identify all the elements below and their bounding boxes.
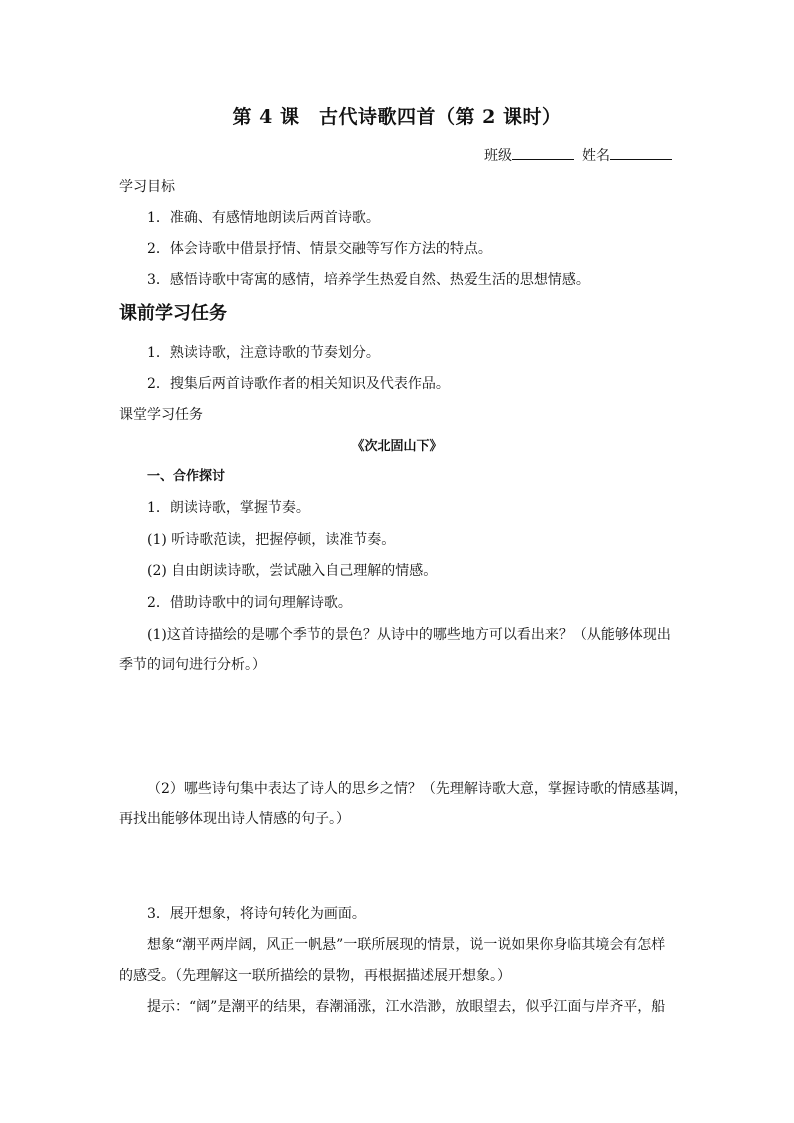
objectives-heading: 学习目标 — [119, 179, 175, 195]
imagine-line1: 想象“潮平两岸阔，风正一帆悬”一联所展现的情景，说一说如果你身临其境会有怎样 — [147, 937, 666, 953]
task-1-sub: (1) 听诗歌范读，把握停顿，读准节奏。 — [147, 532, 396, 548]
pre-class-heading: 课前学习任务 — [119, 303, 227, 324]
page-title: 第 4 课 古代诗歌四首（第 2 课时） — [232, 106, 562, 128]
task-1-sub: (2) 自由朗读诗歌，尝试融入自己理解的情感。 — [147, 563, 438, 579]
question-1-line1: (1)这首诗描绘的是哪个季节的景色？从诗中的哪些地方可以看出来？（从能够体现出 — [147, 627, 671, 643]
task-3: 3．展开想象，将诗句转化为画面。 — [147, 906, 366, 922]
objective-item: 2．体会诗歌中借景抒情、情景交融等写作方法的特点。 — [147, 241, 492, 257]
objective-item: 3．感悟诗歌中寄寓的感情，培养学生热爱自然、热爱生活的思想情感。 — [147, 272, 590, 288]
question-2-line1: （2）哪些诗句集中表达了诗人的思乡之情？（先理解诗歌大意，掌握诗歌的情感基调， — [147, 781, 688, 797]
section-heading: 一、合作探讨 — [147, 469, 226, 484]
name-blank[interactable] — [610, 145, 672, 160]
in-class-heading: 课堂学习任务 — [119, 407, 203, 423]
objective-item: 1．准确、有感情地朗读后两首诗歌。 — [147, 210, 380, 226]
pre-class-item: 1．熟读诗歌，注意诗歌的节奏划分。 — [147, 345, 380, 361]
pre-class-item: 2．搜集后两首诗歌作者的相关知识及代表作品。 — [147, 376, 450, 392]
task-1: 1．朗读诗歌，掌握节奏。 — [147, 500, 310, 516]
hint-line: 提示：“阔”是潮平的结果，春潮涌涨，江水浩渺，放眼望去，似乎江面与岸齐平，船 — [147, 999, 666, 1015]
task-2: 2．借助诗歌中的词句理解诗歌。 — [147, 595, 352, 611]
question-2-line2: 再找出能够体现出诗人情感的句子。） — [119, 811, 350, 827]
question-1-line2: 季节的词句进行分析。） — [119, 657, 266, 673]
imagine-line2: 的感受。（先理解这一联所描绘的景物，再根据描述展开想象。） — [119, 968, 511, 984]
name-label: 姓名 — [582, 148, 610, 164]
poem-title: 《次北固山下》 — [351, 439, 443, 454]
class-label: 班级 — [484, 148, 512, 164]
class-blank[interactable] — [512, 145, 574, 160]
student-info — [484, 145, 672, 166]
